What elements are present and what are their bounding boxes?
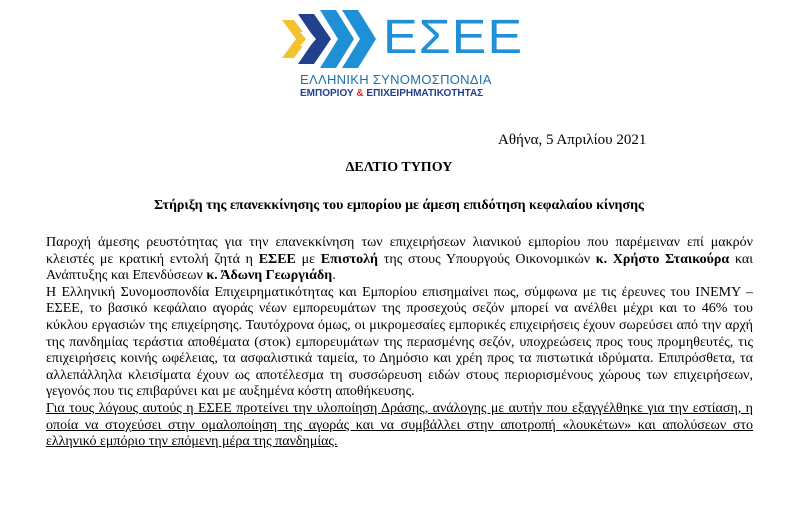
paragraph-research: Η Ελληνική Συνομοσπονδία Επιχειρηματικότητας και Εμπορίου επισημαίνει πως, σύμφωνα με τις έρευνες του ΙΝΕΜΥ – ΕΣΕΕ, το βασικό κεφάλαιο αγοράς νέων εμπορευμάτων της προσεχούς σεζόν μπορεί να ανέλθει μέχρι και το 46% του κύκλου εργασιών της επιχείρησης. Ταυτόχρονα όμως, οι μικρομεσαίες εμπορικές επιχειρήσεις έχουν σωρεύσει από την αρχή της πανδημίας τεράστια αποθέματα (στοκ) εμπορευμάτων της περασμένης σεζόν, υποχρεώσεις προς τους προμηθευτές, τις επιχειρήσεις κοινής ωφέλειας, τα ασφαλιστικά ταμεία, το Δημόσιο και χρέη προς τα πιστωτικά ιδρύματα. Επιπρόσθετα, τα αλλεπάλληλα κλεισίματα έχουν ως αποτέλεσμα τη συσσώρευση ειδών στους περιορισμένους χώρους των επιχειρήσεων, γεγονός που τις επιβαρύνει και με αυξημένα κόστη αποθήκευσης.	[46, 284, 753, 400]
logo-org-subname: ΕΜΠΟΡΙΟΥ & ΕΠΙΧΕΙΡΗΜΑΤΙΚΟΤΗΤΑΣ	[300, 88, 484, 99]
logo-wordmark: ΕΣΕΕ	[383, 11, 524, 64]
release-date: Αθήνα, 5 Απριλίου 2021	[498, 132, 647, 148]
document-subtitle: Στήριξη της επανεκκίνησης του εμπορίου με άμεση επιδότηση κεφαλαίου κίνησης	[154, 198, 644, 213]
paragraph-intro: Παροχή άμεσης ρευστότητας για την επανεκκίνηση των επιχειρήσεων λιανικού εμπορίου που παρέμειναν επί μακρόν κλειστές με κρατική εντολή ζητά η ΕΣΕΕ με Επιστολή της στους Υπουργούς Οικονομικών κ. Χρήστο Σταικούρα και Ανάπτυξης και Επενδύσεων κ. Άδωνη Γεωργιάδη.	[46, 235, 753, 284]
document-title: ΔΕΛΤΙΟ ΤΥΠΟΥ	[345, 160, 453, 175]
body-text	[46, 235, 753, 451]
chevron-logo-icon	[280, 10, 376, 68]
paragraph-proposal: Για τους λόγους αυτούς η ΕΣΕΕ προτείνει την υλοποίηση Δράσης, ανάλογης με αυτήν που εξαγγέλθηκε για την εστίαση, η οποία να στοχεύσει στην ομαλοποίηση της αγοράς και να συμβάλλει στην αποτροπή «λουκέτων» και απολύσεων στο ελληνικό εμπόριο την επόμενη μέρα της πανδημίας.	[46, 400, 753, 450]
esee-logo	[280, 8, 524, 104]
logo-org-name: ΕΛΛΗΝΙΚΗ ΣΥΝΟΜΟΣΠΟΝΔΙΑ	[300, 72, 492, 87]
